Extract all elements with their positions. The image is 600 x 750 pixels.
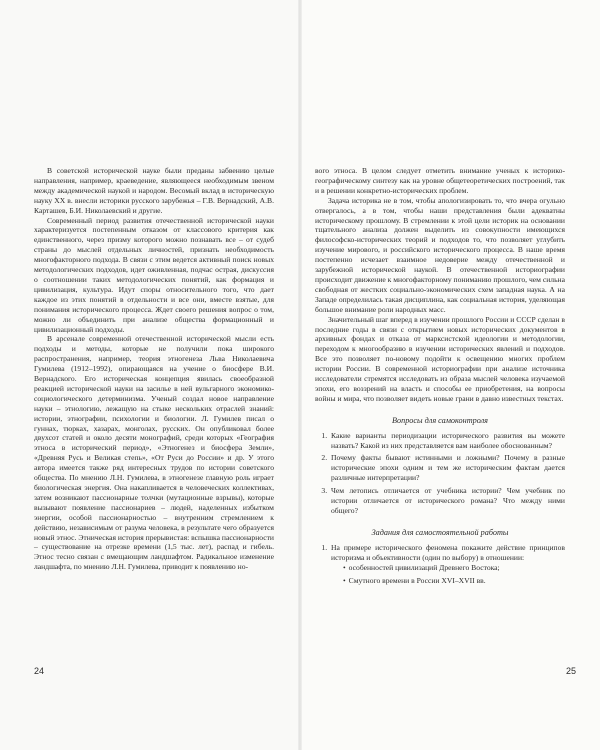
paragraph: Значительный шаг вперед в изучении прошлого России и СССР сделан в последние годы в связи с открытием новых исторических документов в архивных фондах и отказа от марксистской идеологии и методологии, переходом к многообразию в изучении исторических явлений и подходов. Все это позволяет по-новому подойти к освещению многих проблем истории России. В современной историографии при анализе источника исследователи стремятся исследовать из образа мыслей человека изучаемой эпохи, его воззрений на власть и способы ее приобретения, на вопросы войны и мира, что позволяет видеть новые грани в давно известных текстах. [315,314,565,403]
tasks-list [315,543,565,586]
list-item: 1. Какие варианты периодизации исторического развития вы можете назвать? Какой из них представляется вам наиболее обоснованным? [329,431,565,451]
bullet-item [341,576,565,586]
paragraph: Современный период развития отечественной исторической науки характеризуется постепенным отказом от классового критерия как единственного, через призму которого можно познавать все – от судеб страны до мыслей отдельных личностей, признать необходимость многофакторного подхода. В связи с этим ведется активный поиск новых методологических подходов, идет оживленная, подчас острая, дискуссия о соотношении таких методологических понятий, как формация и цивилизация, культура. Идут споры относительного того, что дает каждое из этих понятий в отдельности и все они, вместе взятые, для понимания исторического процесса. Ждет своего решения вопрос о том, можно ли объединить при анализе общества формационный и цивилизационный подходы. [34,215,274,334]
tasks-heading: Задания для самостоятельной работы [371,527,509,537]
paragraph: В советской исторической науке были преданы забвению целые направления, например, краеведение, являющееся необходимым звеном между академической наукой и народом. Весомый вклад в историческую науку XX в. внесли историки русского зарубежья – Г.В. Вернадский, А.В. Карташев, Б.И. Николаевский и другие. [34,166,274,215]
book-spine [298,0,302,750]
paragraph: Задача историка не в том, чтобы апологизировать то, что вчера огульно отвергалось, а в том, чтобы наши представления были адекватны историческому прошлому. В стремлении к этой цели историк на основании тщательного анализа должен выделить из совокупности имеющихся философско-исторических теорий и подходов то, что позволяет углубить изучение мирового, и российского исторического процесса. В наше время постепенно исчезает взаимное недоверие между отечественной и зарубежной исторической наукой. В отечественной историографии происходит движение к многофакторному пониманию прошлого, чем сильна свободная от жестких социально-экономических схем западная наука. А на Западе определилась такая дисциплина, как социальная история, уделяющая большое внимание роли народных масс. [315,195,565,314]
paragraph: вого этноса. В целом следует отметить внимание ученых к историко-географическому синтезу как на уровне общетеоретических построений, так и в решении конкретно-исторических проблем. [315,166,565,195]
questions-list [315,431,565,516]
list-item [329,543,565,586]
right-page [300,0,600,750]
questions-heading: Вопросы для самоконтроля [392,415,488,425]
list-item: 3. Чем летопись отличается от учебника истории? Чем учебник по истории отличается от исторического романа? Что между ними общего? [329,486,565,516]
task-bullets [331,563,565,586]
task-text: На примере исторического феномена покажите действие принципов историзма и объективности (один по выбору) в отношении: [331,542,565,562]
bullet-text: особенностей цивилизаций Древнего Востока; [348,562,500,572]
left-text-column [34,166,274,572]
page-number: 25 [566,666,577,676]
page-number: 24 [34,666,45,676]
paragraph: В арсенале современной отечественной исторической мысли есть подходы и методы, которые не получили пока широкого распространения, например, теория этногенеза Льва Николаевича Гумилева (1912–1992), опирающаяся на учение о биосфере В.И. Вернадского. Его историческая концепция явилась своеобразной реакцией исторической науки на засилье в ней вульгарного экономико-социологического детерминизма. Ученый создал новое направление науки – этнологию, лежащую на стыке нескольких отраслей знаний: истории, этнографии, психологии и биологии. Л. Гумилев писал о гуннах, тюрках, хазарах, монголах, русских. Он опубликовал более двухсот статей и около десяти монографий, среди которых «География этноса в исторический период», «Этногенез и биосфера Земли», «Древняя Русь и Великая степь», «От Руси до России» и др. У этого автора имеется также ряд интересных трудов по истории советского общества. По мнению Л.Н. Гумилева, в этногенезе главную роль играет биологическая энергия. Она накапливается в человеческих коллективах, затем возникают пассионарные толчки (мутационные взрывы), которые вызывают появление пассионариев – людей, наделенных избытком энергии, особой пассионарностью – внутренним стремлением к действию, независимым от разума человека, в результате чего образуется новый этнос. Этническая история прерывистая: вспышка пассионарности – существование на отрезке времени (1,5 тыс. лет), распад и гибель. Этнос тесно связан с вмещающим ландшафтом. Радикальное изменение ландшафта, по мнению Л.Н. Гумилева, приводит к появлению но- [34,334,274,572]
right-text-column [315,166,565,588]
bullet-item [341,563,565,573]
bullet-text: Смутного времени в России XVI–XVII вв. [348,575,486,585]
list-item: 2. Почему факты бывают истинными и ложными? Почему в разные исторические эпохи одним и тем же историческим фактам дается различные интерпретации? [329,453,565,483]
